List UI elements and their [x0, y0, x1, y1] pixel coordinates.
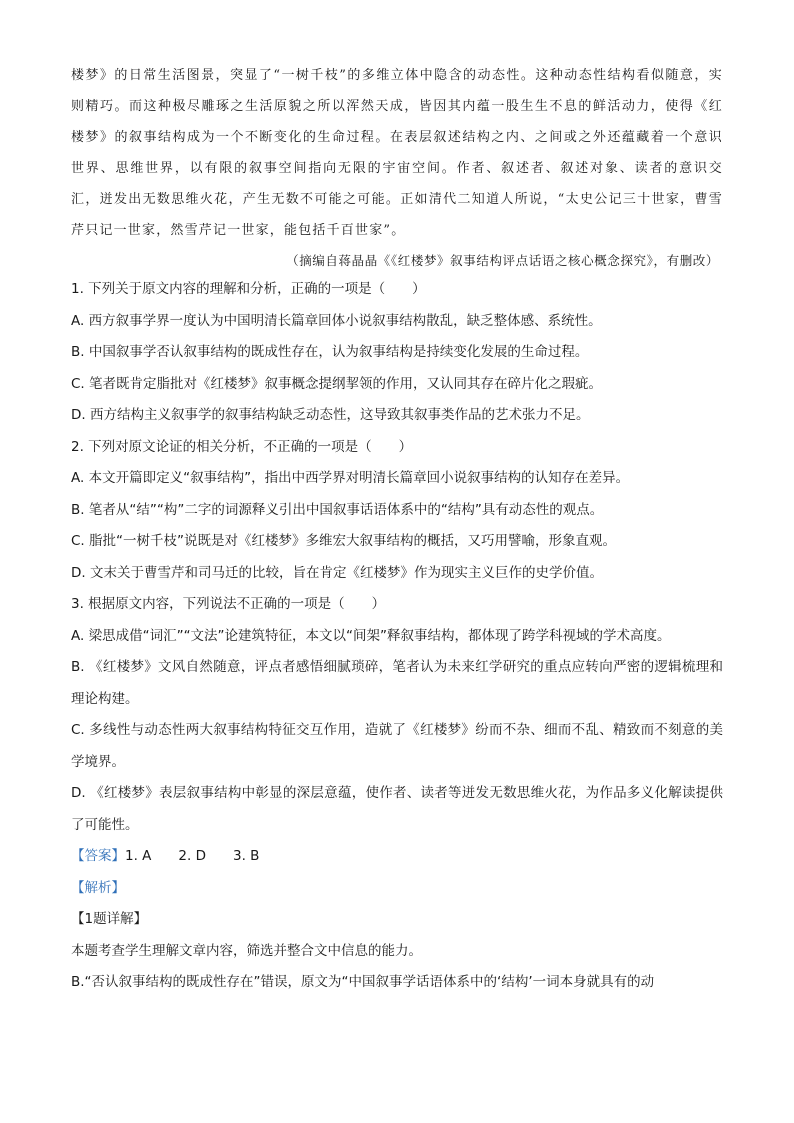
- option-d: D. 西方结构主义叙事学的叙事结构缺乏动态性，这导致其叙事类作品的艺术张力不足。: [71, 407, 590, 423]
- option-d: D. 《红楼梦》表层叙事结构中彰显的深层意蕴，使作者、读者等迸发无数思维火花，为作品多义化解读提供了可能性。: [71, 785, 723, 833]
- option-b: B. 《红楼梦》文风自然随意，评点者感悟细腻琐碎，笔者认为未来红学研究的重点应转向严密的逻辑梳理和理论构建。: [71, 659, 723, 707]
- question-2: [71, 432, 723, 590]
- answer-line: [71, 841, 723, 873]
- option-a: A. 本文开篇即定义“叙事结构”，指出中西学界对明清长篇章回小说叙事结构的认知存在差异。: [71, 470, 630, 486]
- question-1: [71, 274, 723, 432]
- document-page: [71, 60, 723, 999]
- option-a: A. 西方叙事学界一度认为中国明清长篇章回体小说叙事结构散乱，缺乏整体感、系统性。: [71, 312, 602, 329]
- question-3: [71, 589, 723, 841]
- passage-source: （摘编自蒋晶晶《《红楼梦》叙事结构评点话语之核心概念探究》，有删改）: [286, 253, 719, 268]
- option-c: C. 多线性与动态性两大叙事结构特征交互作用，造就了《红楼梦》纷而不杂、细而不乱、精致而不刻意的美学境界。: [71, 722, 723, 770]
- option-c: C. 笔者既肯定脂批对《红楼梦》叙事概念提纲挈领的作用，又认同其存在碎片化之瑕疵。: [71, 375, 603, 392]
- question-stem: 1. 下列关于原文内容的理解和分析，正确的一项是（ ）: [71, 281, 426, 297]
- question-stem: 2. 下列对原文论证的相关分析，不正确的一项是（ ）: [71, 438, 413, 455]
- option-d: D. 文末关于曹雪芹和司马迁的比较，旨在肯定《红楼梦》作为现实主义巨作的史学价值。: [71, 564, 603, 581]
- option-b: B. 中国叙事学否认叙事结构的既成性存在，认为叙事结构是持续变化发展的生命过程。: [71, 344, 589, 360]
- answer-tag: 【答案】: [71, 848, 125, 864]
- option-a: A. 梁思成借“词汇”“文法”论建筑特征，本文以“间架”释叙事结构，都体现了跨学科视域的学术高度。: [71, 627, 671, 644]
- option-b: B. 笔者从“结”“构”二字的词源释义引出中国叙事话语体系中的“结构”具有动态性的观点。: [71, 501, 604, 518]
- analysis-tag: 【解析】: [71, 879, 125, 896]
- answer-text: 1. A 2. D 3. B: [125, 848, 260, 864]
- detail-option-b: B.“否认叙事结构的既成性存在”错误，原文为“中国叙事学话语体系中的‘结构’一词本身就具有的动: [71, 974, 655, 990]
- option-c: C. 脂批“一树千枝”说既是对《红楼梦》多维宏大叙事结构的概括，又巧用譬喻，形象直观。: [71, 533, 616, 549]
- detail-heading: 【1题详解】: [71, 911, 148, 927]
- passage-paragraph: 楼梦》的日常生活图景，突显了“一树千枝”的多维立体中隐含的动态性。这种动态性结构看似随意，实则精巧。而这种极尽雕琢之生活原貌之所以浑然天成，皆因其内蕴一股生生不息的鲜活动力，使得《红楼梦》的叙事结构成为一个不断变化的生命过程。在表层叙述结构之内、之间或之外还蕴藏着一个意识世界、思维世界，以有限的叙事空间指向无限的宇宙空间。作者、叙述者、叙述对象、读者的意识交汇，迸发出无数思维火花，产生无数不可能之可能。正如清代二知道人所说，“太史公记三十世家，曹雪芹只记一世家，然雪芹记一世家，能包括千百世家”。: [71, 68, 723, 238]
- question-stem: 3. 根据原文内容，下列说法不正确的一项是（ ）: [71, 596, 386, 612]
- detail-intro: 本题考查学生理解文章内容，筛选并整合文中信息的能力。: [71, 942, 422, 959]
